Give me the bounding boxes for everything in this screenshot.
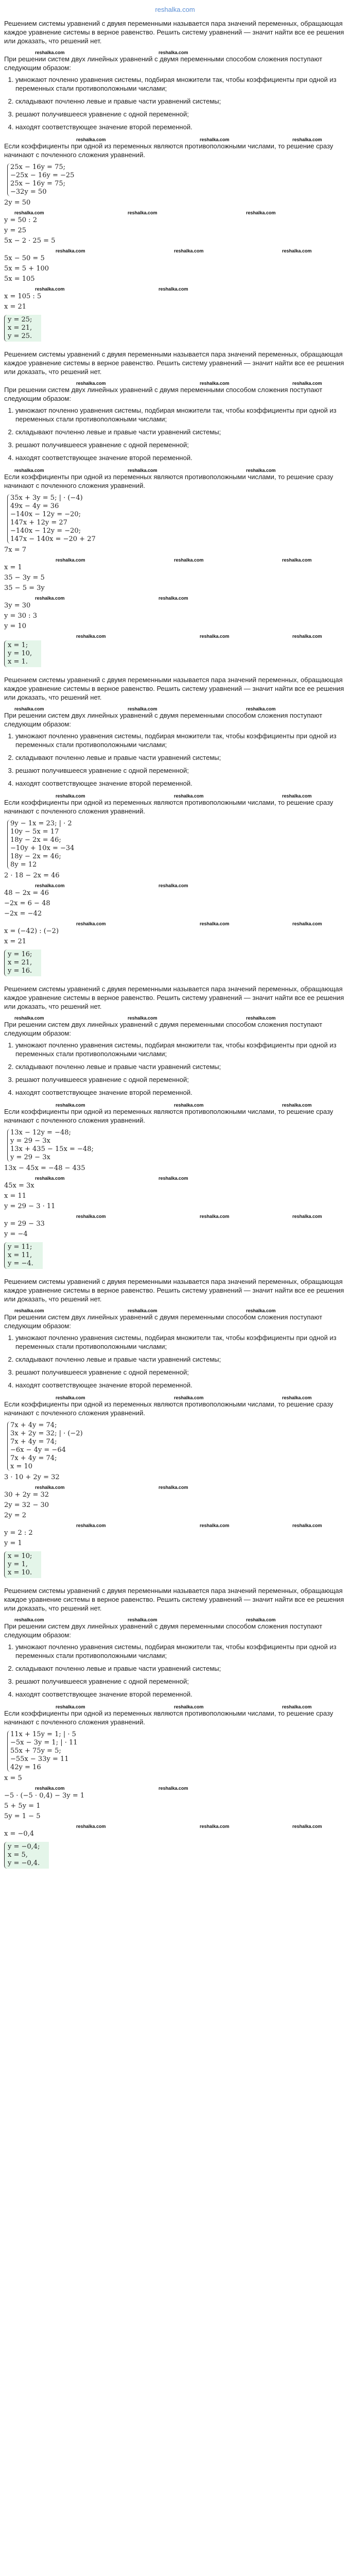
method-steps	[4, 1333, 346, 1389]
method-step: 1. умножают почленно уравнения системы, подбирая множители так, чтобы коэффициенты при одной из переменных стали противоположными числами;	[15, 732, 346, 749]
watermark: reshalka.com	[128, 210, 157, 215]
equation-system	[7, 1421, 83, 1471]
solution-line: 45x = 3x	[4, 1182, 34, 1190]
paragraph-method: При решении систем двух линейных уравнений с двумя переменными способом сложения поступают следующим образом:	[4, 1021, 323, 1037]
watermark-row	[4, 1784, 346, 1790]
watermark-row	[4, 792, 346, 798]
paragraph-note: Если коэффициенты при одной из переменных являются противоположными числами, то решение сразу начинают с почленного сложения уравнений.	[4, 1400, 334, 1417]
watermark: reshalka.com	[14, 210, 44, 215]
equation-system	[7, 820, 74, 869]
watermark-row	[4, 209, 346, 215]
solution-line: x = 1	[4, 564, 22, 571]
watermark: reshalka.com	[174, 1395, 204, 1400]
method-step: 3. решают получившееся уравнение с одной переменной;	[15, 440, 346, 449]
task-block	[4, 1586, 346, 1873]
equation-system	[7, 494, 96, 544]
method-step: 1. умножают почленно уравнения системы, подбирая множители так, чтобы коэффициенты при одной из переменных стали противоположными числами;	[15, 1642, 346, 1660]
system-equation: y = 29 − 3x	[10, 1154, 50, 1161]
answer-line: y = 11;	[8, 1243, 32, 1251]
solution-line: 48 − 2x = 46	[4, 889, 49, 897]
solution-line: y = 1	[4, 1539, 22, 1547]
watermark: reshalka.com	[246, 1015, 276, 1021]
watermark-row	[4, 1822, 346, 1828]
watermark: reshalka.com	[35, 596, 65, 601]
system-equation: y = 29 − 3x	[10, 1137, 50, 1145]
paragraph-method: При решении систем двух линейных уравнений с двумя переменными способом сложения поступают следующим образом:	[4, 711, 323, 728]
paragraph-intro: Решением системы уравнений с двумя переменными называется пара значений переменных, обращающая каждое уравнение системы в верное равенство. Решить систему уравнений — значит найти все ее решения или доказать, что решений нет.	[4, 350, 344, 376]
watermark: reshalka.com	[200, 137, 230, 142]
solution-line: y = 25	[4, 227, 27, 234]
watermark: reshalka.com	[174, 1103, 204, 1108]
site-brand[interactable]: reshalka.com	[155, 6, 195, 13]
system-equation: 10y − 5x = 17	[10, 828, 59, 836]
method-step: 1. умножают почленно уравнения системы, подбирая множители так, чтобы коэффициенты при одной из переменных стали противоположными числами;	[15, 1041, 346, 1058]
watermark-row	[4, 285, 346, 291]
method-step: 4. находят соответствующее значение второй переменной.	[15, 1381, 346, 1389]
solution-line: y = 30 : 3	[4, 612, 37, 620]
system-equation: 147x + 12y = 27	[10, 519, 67, 527]
solution-line: y = 2 : 2	[4, 1529, 33, 1537]
method-step: 2. складывают почленно левые и правые части уравнений системы;	[15, 1664, 346, 1673]
system-equation: x = 10	[10, 1463, 33, 1470]
system-equation: 35x + 3y = 5; | · (−4)	[10, 494, 83, 502]
task-block	[4, 350, 346, 671]
method-step: 1. умножают почленно уравнения системы, подбирая множители так, чтобы коэффициенты при одной из переменных стали противоположными числами;	[15, 75, 346, 93]
answer-box	[4, 1551, 41, 1578]
system-equation: 13x − 12y = −48;	[10, 1129, 71, 1137]
solution-line: 35 − 5 = 3y	[4, 584, 45, 592]
watermark-row	[4, 1174, 346, 1180]
watermark-row	[4, 882, 346, 888]
answer-line: x = 5,	[8, 1851, 28, 1859]
watermark-row	[4, 1212, 346, 1218]
watermark: reshalka.com	[76, 921, 106, 926]
watermark: reshalka.com	[292, 137, 322, 142]
watermark: reshalka.com	[174, 557, 204, 563]
paragraph-note: Если коэффициенты при одной из переменных являются противоположными числами, то решение сразу начинают с почленного сложения уравнений.	[4, 1709, 334, 1726]
paragraph-method: При решении систем двух линейных уравнений с двумя переменными способом сложения поступают следующим образом:	[4, 386, 323, 402]
system-equation: 55x + 75y = 5;	[10, 1747, 61, 1755]
paragraph-note: Если коэффициенты при одной из переменных являются противоположными числами, то решение сразу начинают с почленного сложения уравнений.	[4, 142, 334, 159]
watermark: reshalka.com	[292, 1523, 322, 1528]
system-equation: 8y = 12	[10, 861, 37, 869]
paragraph-intro: Решением системы уравнений с двумя переменными называется пара значений переменных, обращающая каждое уравнение системы в верное равенство. Решить систему уравнений — значит найти все ее решения или доказать, что решений нет.	[4, 676, 344, 701]
system-equation: −55x − 33y = 11	[10, 1755, 69, 1763]
watermark: reshalka.com	[76, 137, 106, 142]
method-step: 1. умножают почленно уравнения системы, подбирая множители так, чтобы коэффициенты при одной из переменных стали противоположными числами;	[15, 406, 346, 423]
watermark: reshalka.com	[159, 1485, 188, 1490]
answer-box	[4, 1242, 43, 1269]
watermark-row	[4, 1703, 346, 1709]
system-equation: 7x + 4y = 74;	[10, 1454, 57, 1462]
watermark-row	[4, 247, 346, 253]
watermark: reshalka.com	[200, 634, 230, 639]
solution-line: x = 105 : 5	[4, 293, 42, 300]
paragraph-intro: Решением системы уравнений с двумя переменными называется пара значений переменных, обращающая каждое уравнение системы в верное равенство. Решить систему уравнений — значит найти все ее решения или доказать, что решений нет.	[4, 1587, 344, 1612]
answer-line: y = 10,	[8, 650, 32, 657]
paragraph-note: Если коэффициенты при одной из переменных являются противоположными числами, то решение сразу начинают с почленного сложения уравнений.	[4, 473, 334, 489]
watermark: reshalka.com	[56, 1395, 85, 1400]
solution-line: x = 21	[4, 938, 27, 945]
watermark: reshalka.com	[56, 1103, 85, 1108]
paragraph-intro: Решением системы уравнений с двумя переменными называется пара значений переменных, обращающая каждое уравнение системы в верное равенство. Решить систему уравнений — значит найти все ее решения или доказать, что решений нет.	[4, 1278, 344, 1303]
solution-line: x = (−42) : (−2)	[4, 927, 59, 935]
watermark-row	[4, 556, 346, 562]
watermark: reshalka.com	[56, 248, 85, 253]
watermark: reshalka.com	[159, 883, 188, 888]
method-step: 4. находят соответствующее значение второй переменной.	[15, 1088, 346, 1097]
method-step: 4. находят соответствующее значение второй переменной.	[15, 123, 346, 131]
watermark: reshalka.com	[35, 1176, 65, 1181]
task-block	[4, 985, 346, 1273]
answer-box	[4, 950, 41, 976]
answer-line: y = −0,4.	[8, 1859, 40, 1867]
solution-line: 5x = 5 + 100	[4, 265, 49, 273]
solution-line: x = 11	[4, 1192, 27, 1200]
solution-line: y = 29 − 3 · 11	[4, 1202, 56, 1210]
paragraph-method: При решении систем двух линейных уравнений с двумя переменными способом сложения поступают следующим образом:	[4, 1313, 323, 1330]
system-equation: −5x − 3y = 1; | · 11	[10, 1739, 78, 1747]
solution-line: y = 50 : 2	[4, 216, 37, 224]
solution-line: 35 − 3y = 5	[4, 574, 45, 582]
watermark: reshalka.com	[35, 883, 65, 888]
watermark: reshalka.com	[35, 1485, 65, 1490]
watermark: reshalka.com	[174, 1704, 204, 1709]
solution-line: 30 + 2y = 32	[4, 1491, 49, 1499]
watermark: reshalka.com	[246, 468, 276, 473]
solution-line: 5 + 5y = 1	[4, 1802, 41, 1810]
watermark: reshalka.com	[35, 286, 65, 292]
watermark-row	[4, 1521, 346, 1528]
watermark: reshalka.com	[292, 381, 322, 386]
watermark: reshalka.com	[282, 248, 312, 253]
method-steps	[4, 1041, 346, 1097]
answer-line: y = −4.	[8, 1260, 33, 1267]
watermark-row	[4, 1101, 346, 1107]
watermark: reshalka.com	[56, 1704, 85, 1709]
answer-box	[4, 315, 41, 342]
watermark: reshalka.com	[200, 1824, 230, 1829]
answer-line: y = 25.	[8, 332, 32, 340]
task-block	[4, 19, 346, 346]
system-equation: 13x + 435 − 15x = −48;	[10, 1145, 94, 1153]
watermark-row	[4, 594, 346, 600]
method-step: 2. складывают почленно левые и правые части уравнений системы;	[15, 1062, 346, 1071]
method-steps	[4, 406, 346, 462]
watermark: reshalka.com	[159, 1786, 188, 1791]
method-step: 4. находят соответствующее значение второй переменной.	[15, 779, 346, 788]
watermark-row	[4, 379, 346, 385]
watermark-row	[4, 1394, 346, 1400]
system-equation: 25x − 16y = 75;	[10, 163, 65, 171]
answer-line: y = 1,	[8, 1561, 28, 1568]
system-equation: 147x − 140x = −20 + 27	[10, 535, 96, 543]
watermark-row	[4, 1483, 346, 1489]
equation-system	[7, 163, 74, 196]
system-equation: 7x + 4y = 74;	[10, 1438, 57, 1446]
answer-line: x = 11,	[8, 1251, 32, 1259]
watermark: reshalka.com	[246, 1308, 276, 1313]
solution-line: 2y = 50	[4, 199, 31, 207]
task-list	[4, 19, 346, 1873]
system-equation: 7x + 4y = 74;	[10, 1421, 57, 1429]
solution-line: 5x − 2 · 25 = 5	[4, 237, 56, 245]
answer-line: x = 10.	[8, 1569, 32, 1577]
watermark: reshalka.com	[246, 706, 276, 711]
system-equation: 9y − 1x = 23; | · 2	[10, 820, 72, 827]
equation-system	[7, 1731, 78, 1772]
solution-line: y = −4	[4, 1230, 28, 1238]
watermark-row	[4, 632, 346, 638]
watermark-row	[4, 1014, 346, 1020]
answer-line: y = 16.	[8, 967, 32, 975]
solution-line: 13x − 45x = −48 − 435	[4, 1164, 85, 1172]
watermark: reshalka.com	[128, 1015, 157, 1021]
method-step: 2. складывают почленно левые и правые части уравнений системы;	[15, 428, 346, 436]
task-block	[4, 1277, 346, 1582]
watermark: reshalka.com	[246, 210, 276, 215]
paragraph-note: Если коэффициенты при одной из переменных являются противоположными числами, то решение сразу начинают с почленного сложения уравнений.	[4, 799, 334, 815]
method-step: 2. складывают почленно левые и правые части уравнений системы;	[15, 753, 346, 762]
answer-line: x = 10;	[8, 1552, 32, 1560]
watermark: reshalka.com	[200, 1214, 230, 1219]
watermark: reshalka.com	[200, 921, 230, 926]
watermark: reshalka.com	[56, 557, 85, 563]
method-steps	[4, 75, 346, 131]
method-step: 3. решают получившееся уравнение с одной переменной;	[15, 110, 346, 118]
system-equation: 18y − 2x = 46;	[10, 853, 61, 860]
solution-line: 7x = 7	[4, 546, 27, 554]
answer-line: x = 21,	[8, 959, 32, 967]
watermark: reshalka.com	[292, 1214, 322, 1219]
answer-line: y = −0,4;	[8, 1843, 40, 1851]
task-block	[4, 675, 346, 980]
system-equation: −140x − 12y = −20;	[10, 511, 81, 518]
watermark: reshalka.com	[14, 1308, 44, 1313]
watermark: reshalka.com	[76, 634, 106, 639]
system-equation: 11x + 15y = 1; | · 5	[10, 1731, 76, 1738]
system-equation: −140x − 12y = −20;	[10, 527, 81, 535]
answer-line: x = 1.	[8, 658, 28, 666]
watermark-row	[4, 920, 346, 926]
system-equation: 49x − 4y = 36	[10, 502, 59, 510]
watermark: reshalka.com	[159, 286, 188, 292]
paragraph-intro: Решением системы уравнений с двумя переменными называется пара значений переменных, обращающая каждое уравнение системы в верное равенство. Решить систему уравнений — значит найти все ее решения или доказать, что решений нет.	[4, 985, 344, 1010]
answer-line: x = 1;	[8, 641, 28, 649]
watermark: reshalka.com	[282, 793, 312, 799]
solution-line: 3 · 10 + 2y = 32	[4, 1473, 60, 1481]
watermark: reshalka.com	[282, 1704, 312, 1709]
solution-line: x = 21	[4, 303, 27, 311]
watermark: reshalka.com	[56, 793, 85, 799]
method-step: 2. складывают почленно левые и правые части уравнений системы;	[15, 1355, 346, 1364]
watermark: reshalka.com	[159, 1176, 188, 1181]
watermark: reshalka.com	[174, 793, 204, 799]
answer-box	[4, 640, 41, 667]
method-steps	[4, 732, 346, 788]
watermark: reshalka.com	[76, 1214, 106, 1219]
watermark: reshalka.com	[292, 921, 322, 926]
solution-line: x = 5	[4, 1774, 22, 1782]
watermark: reshalka.com	[14, 468, 44, 473]
watermark-row	[4, 1616, 346, 1622]
method-step: 3. решают получившееся уравнение с одной переменной;	[15, 766, 346, 775]
method-step: 3. решают получившееся уравнение с одной переменной;	[15, 1677, 346, 1686]
answer-line: y = 25;	[8, 316, 32, 324]
watermark: reshalka.com	[292, 634, 322, 639]
watermark: reshalka.com	[200, 381, 230, 386]
watermark: reshalka.com	[128, 1308, 157, 1313]
solution-line: 3y = 30	[4, 602, 31, 609]
method-step: 3. решают получившееся уравнение с одной переменной;	[15, 1368, 346, 1377]
watermark-row	[4, 1307, 346, 1313]
solution-line: x = −0,4	[4, 1830, 34, 1838]
solution-line: −5 · (−5 · 0,4) − 3y = 1	[4, 1792, 85, 1800]
watermark: reshalka.com	[14, 1617, 44, 1622]
solution-line: 2y = 32 − 30	[4, 1501, 49, 1509]
method-step: 4. находят соответствующее значение второй переменной.	[15, 1690, 346, 1699]
watermark: reshalka.com	[14, 706, 44, 711]
watermark: reshalka.com	[159, 596, 188, 601]
watermark: reshalka.com	[200, 1523, 230, 1528]
watermark: reshalka.com	[282, 1103, 312, 1108]
watermark: reshalka.com	[14, 1015, 44, 1021]
solution-line: y = 10	[4, 622, 27, 630]
answer-line: x = 21,	[8, 324, 32, 332]
paragraph-note: Если коэффициенты при одной из переменных являются противоположными числами, то решение сразу начинают с почленного сложения уравнений.	[4, 1108, 334, 1124]
watermark: reshalka.com	[128, 706, 157, 711]
equation-system	[7, 1129, 94, 1162]
watermark: reshalka.com	[35, 1786, 65, 1791]
method-step: 3. решают получившееся уравнение с одной переменной;	[15, 1075, 346, 1084]
solution-line: 5x = 105	[4, 275, 35, 283]
watermark: reshalka.com	[282, 1395, 312, 1400]
solution-line: 2y = 2	[4, 1512, 27, 1519]
system-equation: 18y − 2x = 46;	[10, 836, 61, 844]
solution-line: 5y = 1 − 5	[4, 1812, 41, 1820]
watermark: reshalka.com	[35, 50, 65, 55]
watermark-row	[4, 466, 346, 472]
watermark-row	[4, 135, 346, 142]
watermark: reshalka.com	[159, 50, 188, 55]
watermark: reshalka.com	[76, 1523, 106, 1528]
system-equation: −32y = 50	[10, 188, 47, 196]
answer-line: y = 16;	[8, 951, 32, 958]
solution-line: −2x = −42	[4, 910, 42, 918]
method-step: 1. умножают почленно уравнения системы, подбирая множители так, чтобы коэффициенты при одной из переменных стали противоположными числами;	[15, 1333, 346, 1351]
method-step: 4. находят соответствующее значение второй переменной.	[15, 453, 346, 462]
system-equation: 25x − 16y = 75;	[10, 180, 65, 188]
watermark: reshalka.com	[174, 248, 204, 253]
system-equation: −25x − 16y = −25	[10, 172, 75, 179]
system-equation: 42y = 16	[10, 1764, 41, 1771]
system-equation: −10y + 10x = −34	[10, 844, 75, 852]
watermark: reshalka.com	[76, 1824, 106, 1829]
watermark-row	[4, 48, 346, 55]
watermark-row	[4, 705, 346, 711]
solution-line: −2x = 6 − 48	[4, 900, 50, 907]
answer-box	[4, 1842, 49, 1869]
solution-line: y = 29 − 33	[4, 1220, 45, 1228]
solution-line: 5x − 50 = 5	[4, 255, 45, 262]
system-equation: 3x + 2y = 32; | · (−2)	[10, 1430, 83, 1437]
method-steps	[4, 1642, 346, 1699]
solution-line: 2 · 18 − 2x = 46	[4, 872, 60, 879]
method-step: 2. складывают почленно левые и правые части уравнений системы;	[15, 97, 346, 106]
watermark: reshalka.com	[292, 1824, 322, 1829]
paragraph-intro: Решением системы уравнений с двумя переменными называется пара значений переменных, обращающая каждое уравнение системы в верное равенство. Решить систему уравнений — значит найти все ее решения или доказать, что решений нет.	[4, 20, 344, 45]
system-equation: −6x − 4y = −64	[10, 1446, 66, 1454]
watermark: reshalka.com	[246, 1617, 276, 1622]
watermark: reshalka.com	[128, 468, 157, 473]
paragraph-method: При решении систем двух линейных уравнений с двумя переменными способом сложения поступают следующим образом:	[4, 1622, 323, 1639]
watermark: reshalka.com	[76, 381, 106, 386]
paragraph-method: При решении систем двух линейных уравнений с двумя переменными способом сложения поступают следующим образом:	[4, 55, 323, 72]
watermark: reshalka.com	[128, 1617, 157, 1622]
watermark: reshalka.com	[282, 557, 312, 563]
